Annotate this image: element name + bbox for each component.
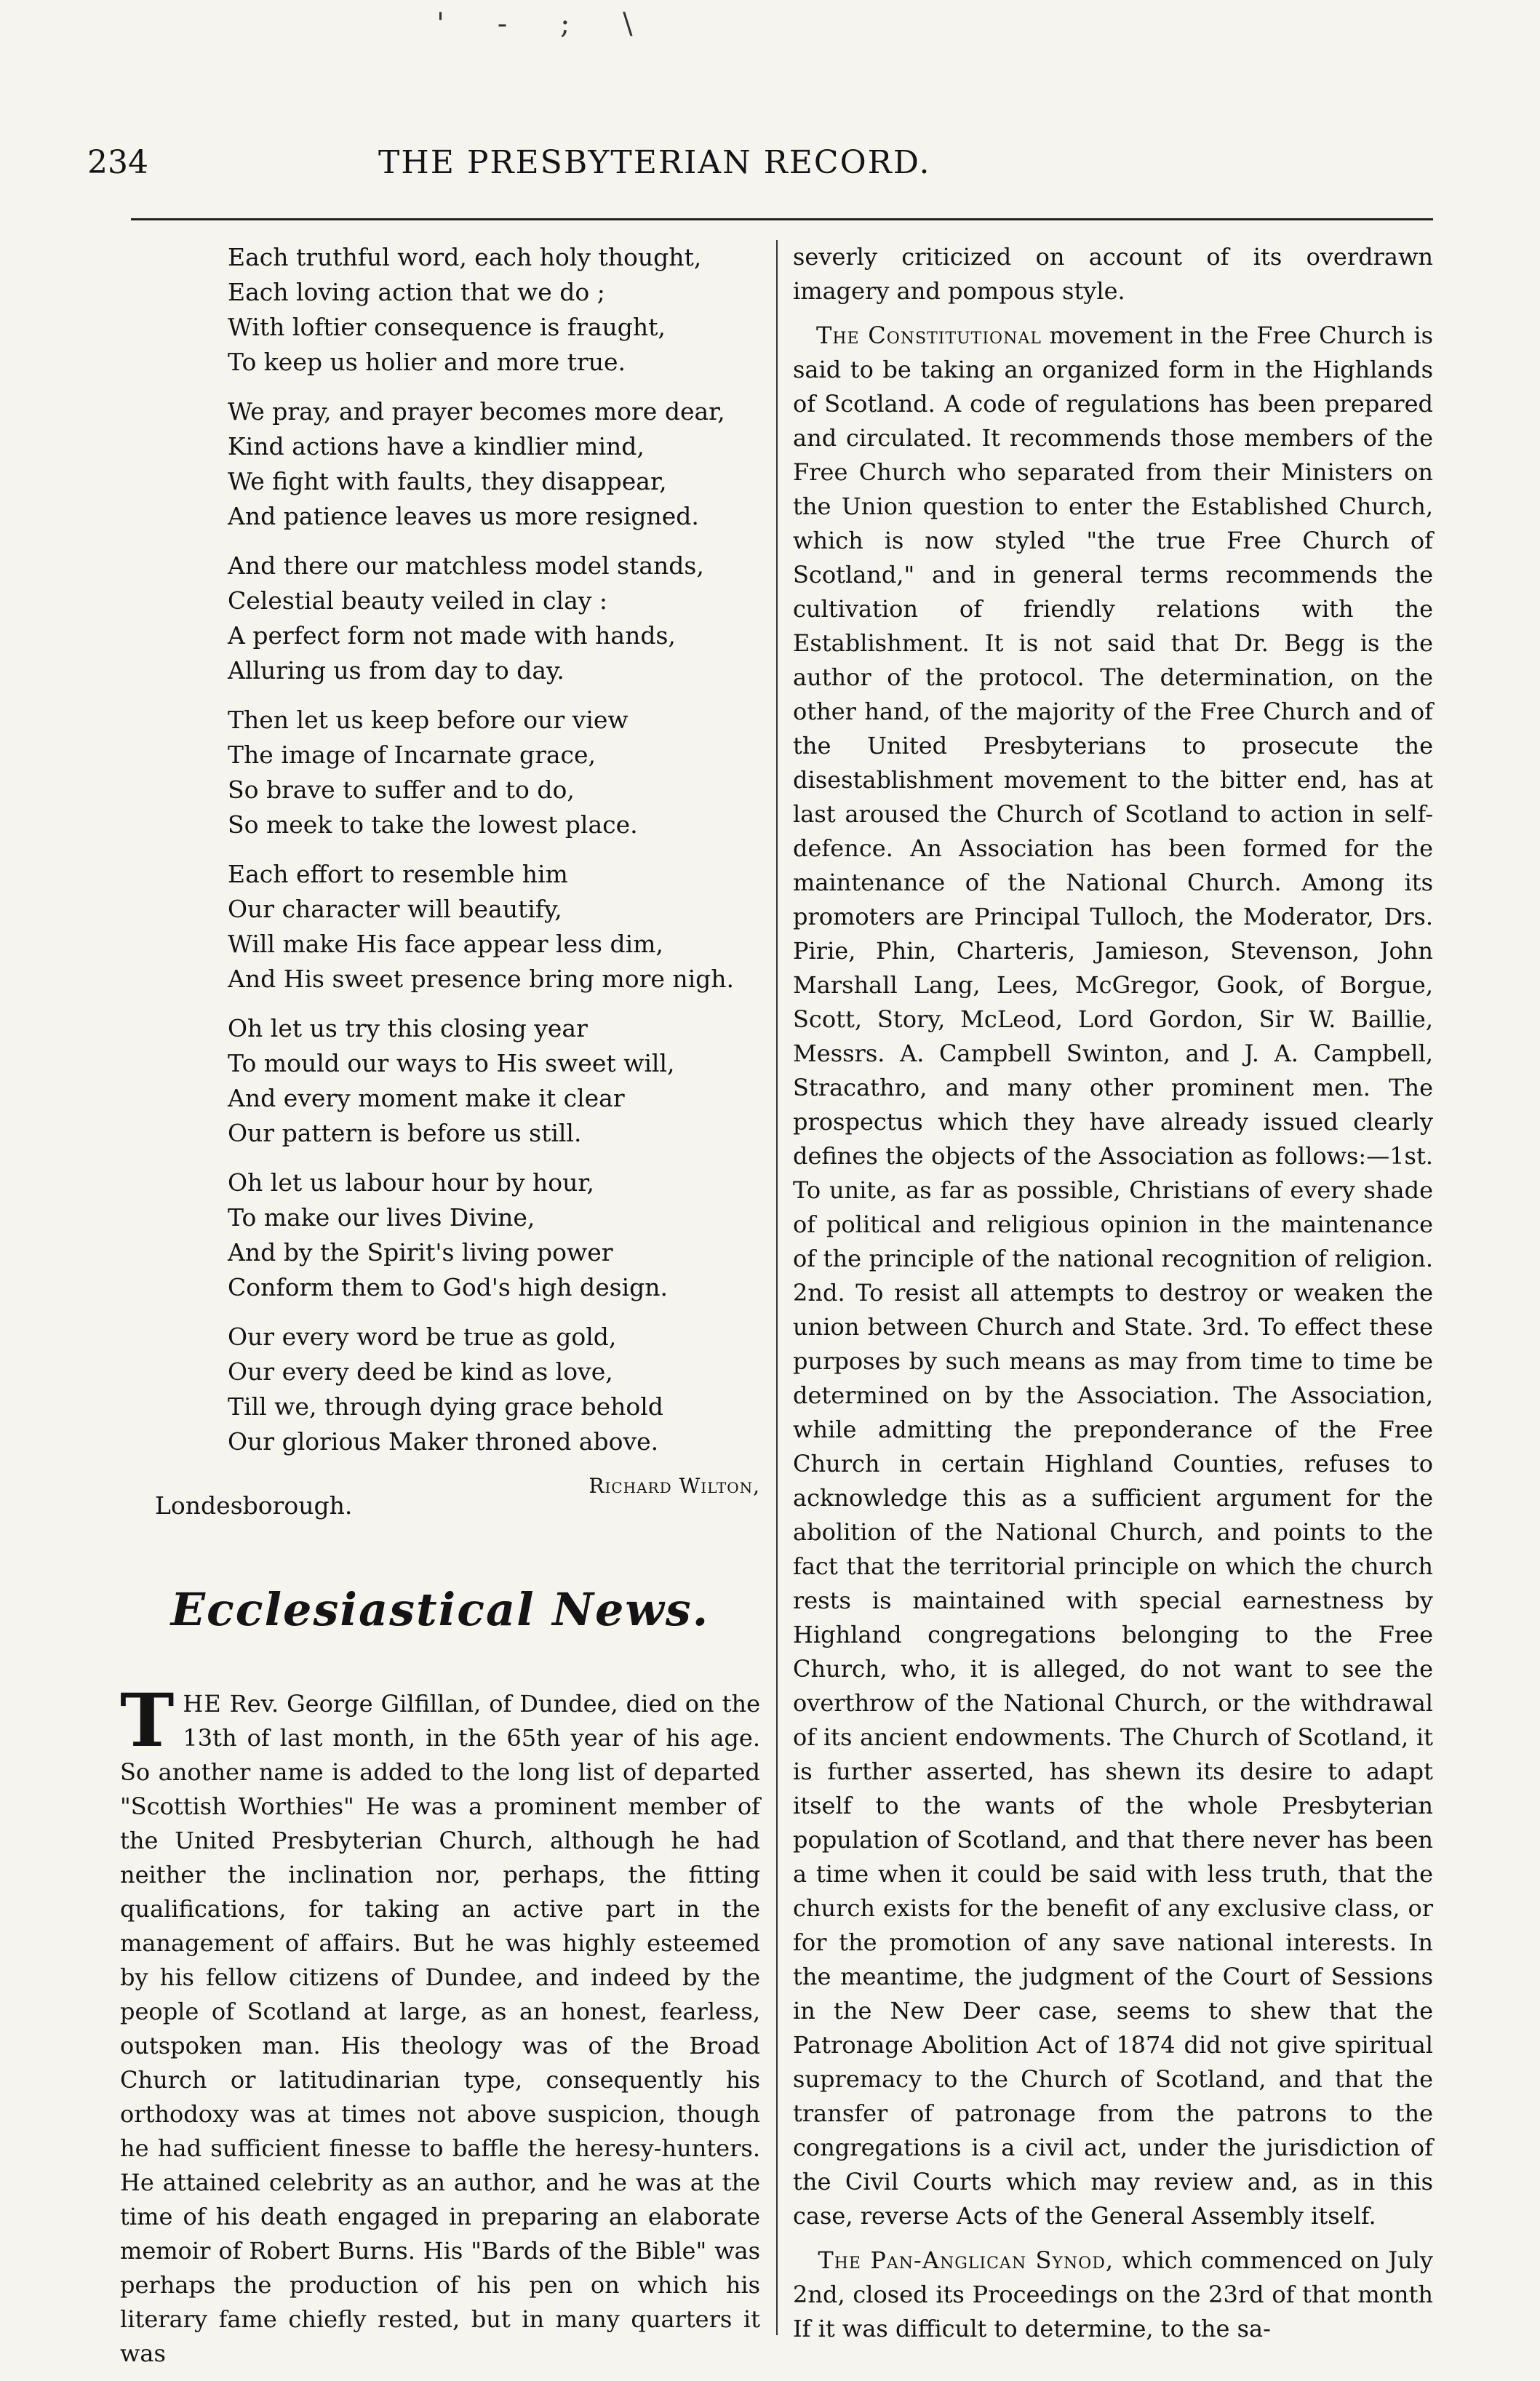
paragraph-text-constitutional: movement in the Free Church is said to be taking an organized form in the Highlands of Scotland. A code of regulations has been prepared and circulated. It recommends those members of the Free Church who separated from their Ministers on the Union question to enter the Established Church, which is now styled "the true Free Church of Scotland," and in general terms recommends the cultivation of friendly relations with the Establishment. It is not said that Dr. Begg is the author of the protocol. The determination, on the other hand, of the majority of the Free Church and of the United Presbyterians to prosecute the disestablishment movement to the bitter end, has at last aroused the Church of Scotland to action in self-defence. An Association has been formed for the maintenance of the National Church. Among its promoters are Principal Tulloch, the Moderator, Drs. Pirie, Phin, Charteris, Jamieson, Stevenson, John Marshall Lang, Lees, McGregor, Gook, of Borgue, Scott, Story, McLeod, Lord Gordon, Sir W. Baillie, Messrs. A. Campbell Swinton, and J. A. Campbell, Stracathro, and many other prominent men. The prospectus which they have already issued clearly defines the objects of the Association as follows:—1st. To unite, as far as possible, Christians of every shade of political and religious opinion in the maintenance of the principle of the national recognition of religion. 2nd. To resist all attempts to destroy or weaken the union between Church and State. 3rd. To effect these purposes by such means as may from time to time be determined on by the Association. The Association, while admitting the preponderance of the Free Church in certain Highland Counties, refuses to acknowledge this as a sufficient argument for the abolition of the National Church, and points to the fact that the territorial principle on which the church rests is maintained with special earnestness by Highland congregations belonging to the Free Church, who, it is alleged, do not want to see the overthrow of the National Church, or the withdrawal of its ancient endowments. The Church of Scotland, it is further asserted, has shewn its desire to adapt itself to the wants of the whole Presbyterian population of Scotland, and that there never has been a time when it could be said with less truth, that the church exists for the benefit of any exclusive class, or for the promotion of any save national interests. In the meantime, the judgment of the Court of Sessions in the New Deer case, seems to shew that the Patronage Abolition Act of 1874 did not give spiritual supremacy to the Church of Scotland, and that the transfer of patronage from the patrons to the congregations is a civil act, under the jurisdiction of the Civil Courts which may review and, as in this case, reverse Acts of the General Assembly itself. (793, 322, 1433, 2230)
poem-line: To mould our ways to His sweet will, (228, 1049, 675, 1077)
article-text: Rev. George Gilfillan, of Dundee, died on the 13th of last month, in the 65th year of his age. So another name is added to the long list of departed "Scottish Worthies" He was a prominent member of the United Presbyterian Church, although he had neither the inclination nor, perhaps, the fitting qualifications, for taking an active part in the management of affairs. But he was highly esteemed by his fellow citizens of Dundee, and indeed by the people of Scotland at large, as an honest, fearless, outspoken man. His theology was of the Broad Church or latitudinarian type, consequently his orthodoxy was at times not above suspicion, though he had sufficient finesse to baffle the heresy-hunters. He attained celebrity as an author, and he was at the time of his death engaged in preparing an elaborate memoir of Robert Burns. His "Bards of the Bible" was perhaps the production of his pen on which his literary fame chiefly rested, but in many quarters it was (120, 1690, 760, 2367)
article-lead: HE (183, 1690, 222, 1718)
left-column (120, 240, 760, 2381)
poem-line: Will make His face appear less dim, (228, 930, 663, 958)
poem-stanza (228, 1320, 760, 1459)
section-heading: Ecclesiastical News. (170, 1583, 710, 1636)
page-number: 234 (87, 144, 148, 181)
news-article (793, 240, 1433, 2346)
poem-line: Our every deed be kind as love, (228, 1357, 613, 1386)
poem-line: Then let us keep before our view (228, 706, 629, 734)
gilfillan-article (120, 1678, 760, 2371)
poem-stanza (228, 549, 760, 688)
poem-place: Londesborough. (155, 1491, 353, 1520)
poem-line: We pray, and prayer becomes more dear, (228, 397, 725, 426)
poem-line: Each truthful word, each holy thought, (228, 243, 702, 271)
journal-title: THE PRESBYTERIAN RECORD. (378, 144, 931, 181)
poem-line: And every moment make it clear (228, 1084, 625, 1112)
running-header (87, 144, 1437, 195)
poem-line: Our pattern is before us still. (228, 1119, 582, 1147)
poem-line: And there our matchless model stands, (228, 551, 704, 580)
poem-line: Till we, through dying grace behold (228, 1392, 663, 1421)
column-divider (776, 240, 778, 2335)
poem-line: Celestial beauty veiled in clay : (228, 586, 607, 615)
poem-stanza (228, 1011, 760, 1151)
poem-stanza (228, 240, 760, 380)
poem-stanza (228, 703, 760, 842)
poem-author: Richard Wilton, (589, 1474, 760, 1498)
header-rule (131, 218, 1433, 220)
poem-line: Each loving action that we do ; (228, 278, 605, 306)
poem-line: Our character will beautify, (228, 895, 562, 923)
poem-line: A perfect form not made with hands, (228, 621, 676, 650)
poem-line: Each effort to resemble him (228, 860, 568, 888)
poem-line: And by the Spirit's living power (228, 1238, 613, 1267)
drop-cap: T (120, 1678, 175, 1763)
poem-line: The image of Incarnate grace, (228, 741, 597, 769)
poem-line: Oh let us try this closing year (228, 1014, 588, 1042)
paragraph-lead-synod: The Pan-Anglican Synod, (818, 2246, 1114, 2274)
poem-stanza (228, 394, 760, 534)
poem-line: We fight with faults, they disappear, (228, 467, 667, 495)
poem-line: Kind actions have a kindlier mind, (228, 432, 645, 460)
poem-signature (120, 1474, 760, 1532)
poem-line: Alluring us from day to day. (228, 656, 564, 685)
poem-line: Oh let us labour hour by hour, (228, 1168, 594, 1197)
paragraph-text-synod: which commenced on July 2nd, closed its Proceedings on the 23rd of that month If it was difficult to determine, to the sa- (793, 2246, 1434, 2342)
poem-stanza (228, 857, 760, 997)
poem-line: And His sweet presence bring more nigh. (228, 965, 735, 993)
poem-line: So meek to take the lowest place. (228, 810, 638, 839)
print-specks: ' - ; \ (436, 7, 655, 41)
poem-line: To make our lives Divine, (228, 1203, 535, 1232)
paragraph-criticism: severly criticized on account of its overdrawn imagery and pompous style. (793, 243, 1433, 305)
poem-line: Conform them to God's high design. (228, 1273, 668, 1301)
poem-line: So brave to suffer and to do, (228, 775, 575, 804)
poem-line: With loftier consequence is fraught, (228, 313, 666, 341)
paragraph-synod (793, 2244, 1433, 2346)
poem-line: And patience leaves us more resigned. (228, 502, 699, 530)
poem-stanza (228, 1165, 760, 1305)
poem-line: Our every word be true as gold, (228, 1323, 617, 1351)
poem-line: To keep us holier and more true. (228, 348, 626, 376)
poem-line: Our glorious Maker throned above. (228, 1427, 659, 1456)
poem (228, 240, 760, 1459)
right-column (793, 240, 1433, 2356)
paragraph-constitutional (793, 319, 1433, 2233)
paragraph-lead-constitutional: The Constitutional (816, 322, 1042, 349)
